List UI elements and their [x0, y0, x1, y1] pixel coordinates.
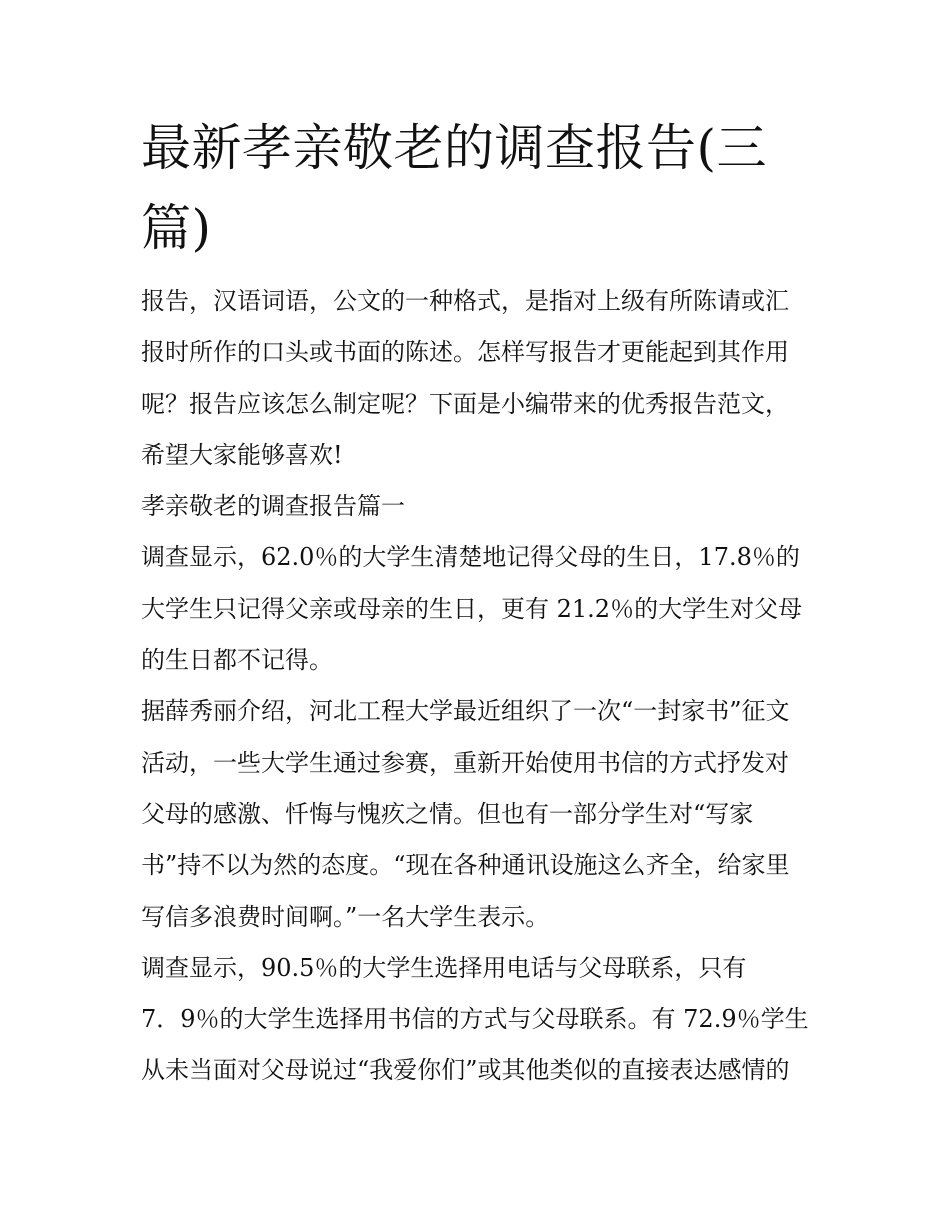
- body-line: 希望大家能够喜欢!: [141, 440, 343, 469]
- body-line: 大学生只记得父亲或母亲的生日，更有 21.2％的大学生对父母: [141, 594, 803, 623]
- document-body: [141, 281, 813, 1102]
- body-line: 书”持不以为然的态度。“现在各种通讯设施这么齐全，给家里: [141, 851, 790, 880]
- title-line-1: 最新孝亲敬老的调查报告(三: [141, 119, 768, 177]
- body-line: 的生日都不记得。: [141, 646, 333, 675]
- body-line: 从未当面对父母说过“我爱你们”或其他类似的直接表达感情的: [141, 1056, 790, 1085]
- body-line: 调查显示，62.0％的大学生清楚地记得父母的生日，17.8％的: [141, 543, 800, 572]
- body-line: 父母的感激、忏悔与愧疚之情。但也有一部分学生对“写家: [141, 799, 754, 828]
- body-line: 呢？报告应该怎么制定呢？下面是小编带来的优秀报告范文，: [141, 389, 789, 418]
- body-line: 据薛秀丽介绍，河北工程大学最近组织了一次“一封家书”征文: [141, 697, 790, 726]
- section-heading: 孝亲敬老的调查报告篇一: [141, 492, 405, 521]
- body-line: 报时所作的口头或书面的陈述。怎样写报告才更能起到其作用: [141, 338, 789, 367]
- title-line-2: 篇): [141, 199, 212, 257]
- body-line: 7．9％的大学生选择用书信的方式与父母联系。有 72.9％学生: [141, 1005, 809, 1034]
- document-title: [141, 108, 781, 268]
- body-line: 报告，汉语词语，公文的一种格式，是指对上级有所陈请或汇: [141, 287, 789, 315]
- body-line: 写信多浪费时间啊。”一名大学生表示。: [141, 902, 550, 931]
- body-line: 活动，一些大学生通过参赛，重新开始使用书信的方式抒发对: [141, 748, 789, 777]
- body-line: 调查显示，90.5％的大学生选择用电话与父母联系，只有: [141, 953, 747, 982]
